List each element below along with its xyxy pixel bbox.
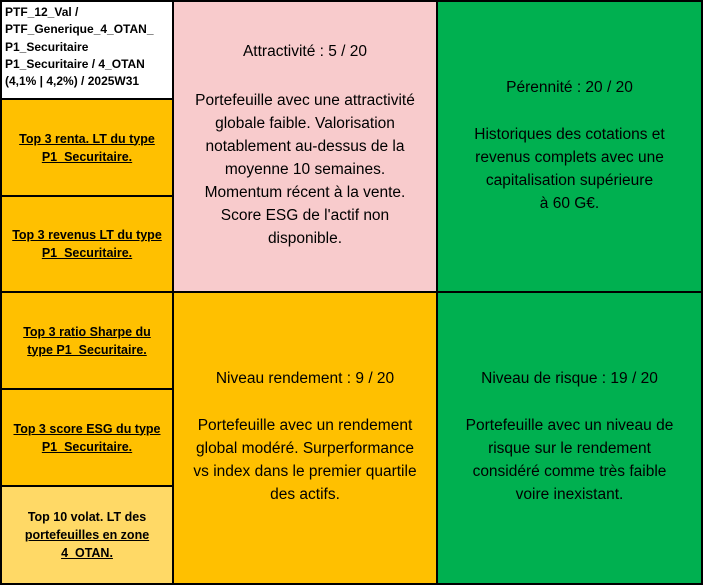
top-volat-line2[interactable]: portefeuilles en zone	[24, 528, 150, 542]
attractivite-panel	[173, 0, 437, 292]
top-revenus-line1[interactable]: Top 3 revenus LT du type	[12, 228, 162, 242]
top-renta-line1[interactable]: Top 3 renta. LT du type	[19, 131, 155, 146]
top-volat-line1: Top 10 volat. LT des	[27, 510, 147, 524]
top-esg-item[interactable]	[0, 389, 173, 486]
top-renta-item[interactable]	[0, 99, 173, 196]
top-sharpe-item[interactable]	[0, 292, 173, 389]
attractivite-title: Attractivité : 5 / 20	[242, 43, 368, 60]
portfolio-info-line: P1_Securitaire	[5, 39, 89, 54]
portfolio-info-line: PTF_Generique_4_OTAN_	[5, 22, 154, 37]
top-revenus-line2[interactable]: P1_Securitaire.	[41, 246, 133, 260]
top-volat-item[interactable]	[0, 486, 173, 585]
risque-panel	[437, 292, 703, 585]
portfolio-info-line: PTF_12_Val /	[5, 5, 79, 19]
portfolio-info-line: P1_Securitaire / 4_OTAN	[5, 56, 145, 71]
perennite-panel	[437, 0, 703, 292]
attractivite-description: Portefeuille avec une attractivité globale faible. Valorisation notablement au-dessus de la moyenne 10 semaines. Momentum récent à la vente. Score ESG de l'actif non disponible.	[195, 92, 415, 247]
rendement-title: Niveau rendement : 9 / 20	[215, 370, 395, 387]
perennite-description: Historiques des cotations et revenus complets avec une capitalisation supérieure à 60 G€.	[474, 126, 665, 212]
top-renta-line2[interactable]: P1_Securitaire.	[41, 149, 133, 164]
top-volat-line3[interactable]: 4_OTAN.	[61, 546, 113, 560]
top-esg-line1[interactable]: Top 3 score ESG du type	[13, 421, 161, 436]
top-sharpe-line1[interactable]: Top 3 ratio Sharpe du	[23, 324, 151, 339]
top-revenus-item[interactable]	[0, 196, 173, 292]
top-esg-line2[interactable]: P1_Securitaire.	[41, 439, 133, 454]
rendement-description: Portefeuille avec un rendement global modéré. Surperformance vs index dans le premier quartile des actifs.	[193, 417, 417, 503]
top-sharpe-line2[interactable]: type P1_Securitaire.	[27, 342, 147, 357]
portfolio-info-cell	[0, 0, 173, 99]
risque-description: Portefeuille avec un niveau de risque sur le rendement considéré comme très faible voire inexistant.	[465, 417, 674, 503]
rendement-panel	[173, 292, 437, 585]
perennite-title: Pérennité : 20 / 20	[506, 79, 633, 96]
risque-title: Niveau de risque : 19 / 20	[481, 370, 658, 387]
portfolio-info-line: (4,1% | 4,2%) / 2025W31	[5, 74, 140, 89]
